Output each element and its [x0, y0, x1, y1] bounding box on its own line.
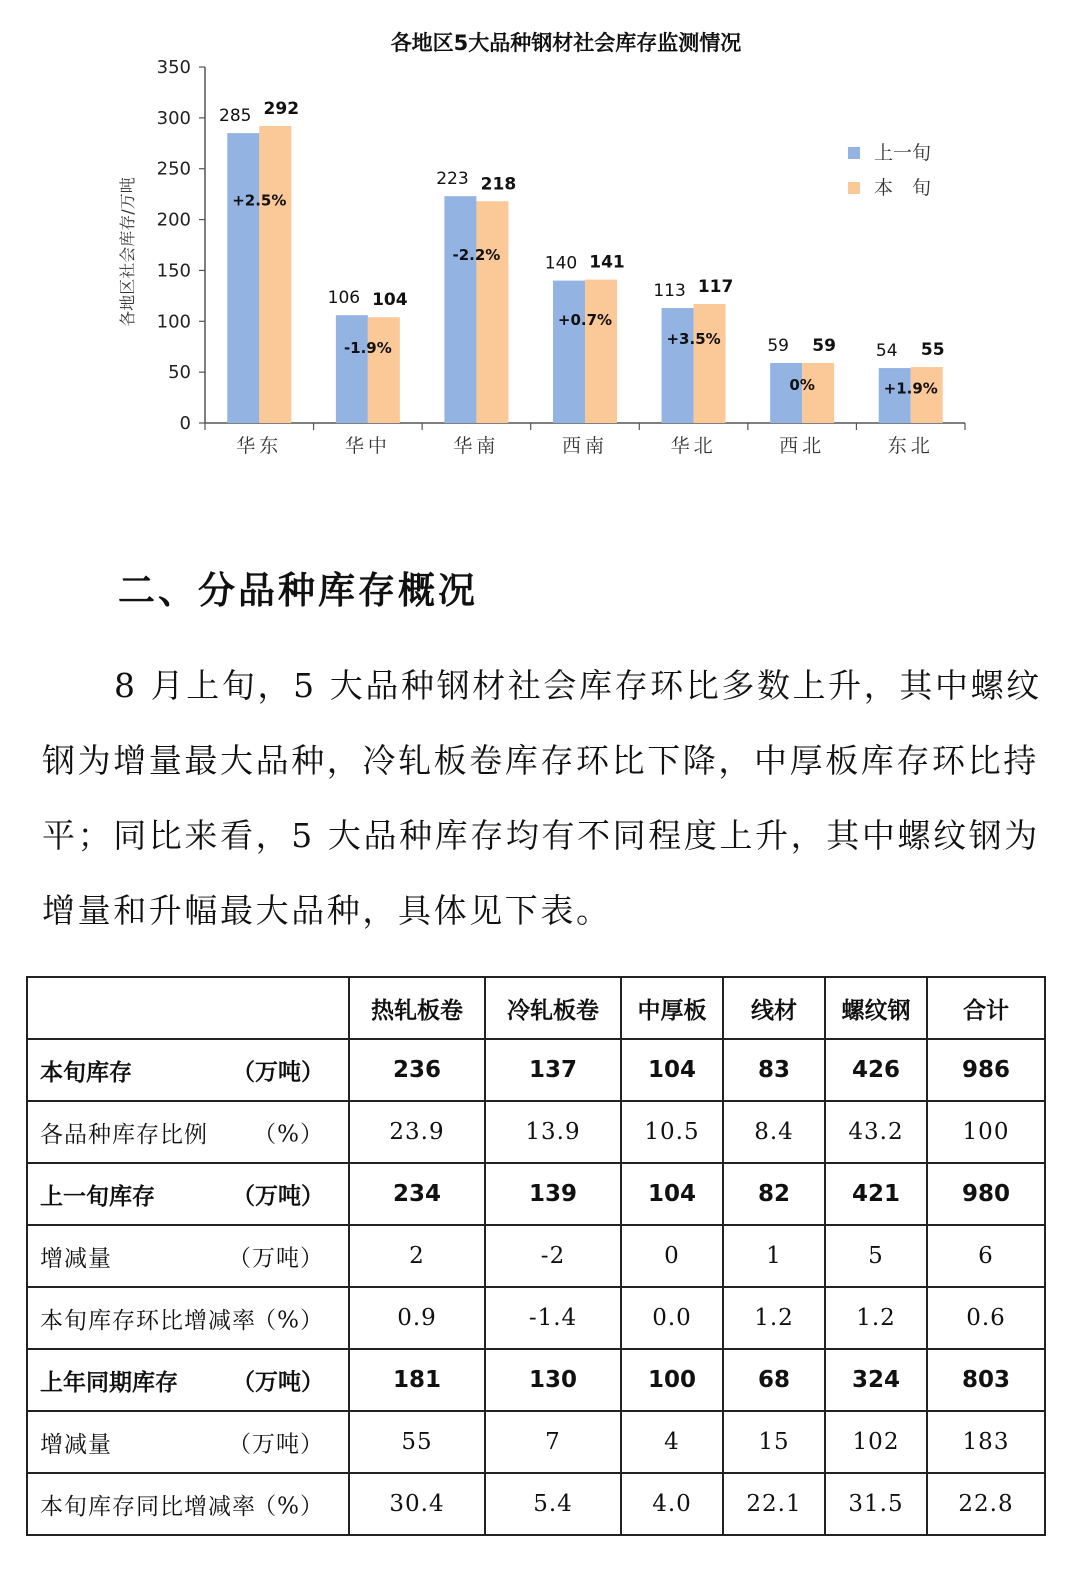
- table-cell: 130: [485, 1349, 621, 1411]
- regional-inventory-chart: [0, 0, 1080, 500]
- bar-current: [694, 304, 726, 423]
- bar-current: [368, 317, 400, 423]
- legend-label-current: 本 旬: [874, 177, 932, 199]
- table-row: [27, 1163, 1045, 1225]
- table-row: [27, 1225, 1045, 1287]
- row-unit: （万吨）: [232, 1058, 324, 1086]
- data-label: 141: [589, 252, 625, 273]
- legend-label-previous: 上一旬: [874, 142, 932, 164]
- table-cell: 1: [723, 1225, 825, 1287]
- table-header-cell: [27, 977, 349, 1039]
- bar-current: [585, 280, 617, 423]
- table-cell: 0: [621, 1225, 723, 1287]
- data-label: 285: [219, 106, 252, 127]
- table-cell: 324: [825, 1349, 927, 1411]
- table-cell: 100: [927, 1101, 1045, 1163]
- data-label: 104: [372, 290, 408, 311]
- table-cell: 31.5: [825, 1473, 927, 1535]
- change-label: +0.7%: [557, 311, 613, 330]
- data-label: 218: [480, 174, 517, 195]
- table-cell: 7: [485, 1411, 621, 1473]
- table-header-row: [27, 977, 1045, 1039]
- table-cell: -1.4: [485, 1287, 621, 1349]
- row-label-cell: [27, 1225, 349, 1287]
- table-cell: 421: [825, 1163, 927, 1225]
- table-cell: 137: [485, 1039, 621, 1101]
- y-axis-label: 各地区社会库存/万吨: [118, 177, 137, 327]
- legend-swatch-previous: [848, 147, 860, 159]
- y-tick-label: 300: [156, 107, 191, 129]
- table-cell: 183: [927, 1411, 1045, 1473]
- table-header-cell: 热轧板卷: [349, 977, 485, 1039]
- row-label: 本旬库存同比增减率: [40, 1493, 256, 1520]
- x-tick-label: 西南: [561, 435, 609, 457]
- table-body: [27, 1039, 1045, 1535]
- table-row: [27, 1101, 1045, 1163]
- table-cell: -2: [485, 1225, 621, 1287]
- data-label: 59: [767, 335, 789, 356]
- y-tick-label: 150: [156, 260, 191, 282]
- table-row: [27, 1411, 1045, 1473]
- change-label: +2.5%: [232, 191, 287, 210]
- data-label: 140: [544, 253, 578, 274]
- table-cell: 102: [825, 1411, 927, 1473]
- table-cell: 5.4: [485, 1473, 621, 1535]
- bar-current: [476, 201, 508, 423]
- x-tick-label: 华中: [344, 435, 391, 457]
- row-label: 上年同期库存: [40, 1368, 178, 1396]
- row-label: 本旬库存: [40, 1058, 132, 1086]
- x-tick-label: 华南: [453, 435, 500, 457]
- table-cell: 30.4: [349, 1473, 485, 1535]
- y-tick-label: 350: [156, 57, 191, 78]
- change-label: 0%: [789, 376, 815, 395]
- row-unit: （%）: [253, 1493, 324, 1520]
- chart-legend: [848, 142, 931, 199]
- y-tick-label: 200: [156, 209, 191, 231]
- row-label-cell: [27, 1101, 349, 1163]
- change-label: +3.5%: [666, 330, 721, 349]
- table-cell: 426: [825, 1039, 927, 1101]
- table-row: [27, 1287, 1045, 1349]
- bar-previous: [553, 281, 585, 423]
- row-label: 本旬库存环比增减率: [40, 1307, 256, 1334]
- change-label: -1.9%: [343, 338, 392, 357]
- row-unit: （万吨）: [228, 1431, 324, 1458]
- table-cell: 68: [723, 1349, 825, 1411]
- table-cell: 83: [723, 1039, 825, 1101]
- table-cell: 43.2: [825, 1101, 927, 1163]
- bar-previous: [227, 133, 259, 423]
- table-cell: 6: [927, 1225, 1045, 1287]
- row-label-cell: [27, 1287, 349, 1349]
- y-tick-label: 100: [156, 311, 191, 333]
- row-label: 上一旬库存: [40, 1182, 155, 1210]
- table-cell: 803: [927, 1349, 1045, 1411]
- row-label-cell: [27, 1473, 349, 1535]
- bar-current: [259, 126, 291, 423]
- summary-paragraph: 8 月上旬，5 大品种钢材社会库存环比多数上升，其中螺纹钢为增量最大品种，冷轧板卷库存环比下降，中厚板库存环比持平；同比来看，5 大品种库存均有不同程度上升，其中螺纹钢为增量和升幅最大品种，具体见下表。: [42, 666, 1042, 930]
- table-header-cell: 中厚板: [621, 977, 723, 1039]
- change-label: -2.2%: [452, 246, 501, 265]
- table-cell: 22.1: [723, 1473, 825, 1535]
- data-label: 113: [653, 281, 686, 302]
- table-cell: 0.0: [621, 1287, 723, 1349]
- table-cell: 10.5: [621, 1101, 723, 1163]
- table-cell: 139: [485, 1163, 621, 1225]
- data-label: 106: [327, 288, 361, 309]
- table-row: [27, 1039, 1045, 1101]
- chart-title: 各地区5大品种钢材社会库存监测情况: [390, 31, 742, 55]
- row-unit: （%）: [253, 1121, 324, 1148]
- table-header-cell: 螺纹钢: [825, 977, 927, 1039]
- table-cell: 100: [621, 1349, 723, 1411]
- data-label: 223: [436, 169, 469, 190]
- table-cell: 986: [927, 1039, 1045, 1101]
- data-label: 117: [697, 276, 734, 297]
- row-label-cell: [27, 1349, 349, 1411]
- table-cell: 55: [349, 1411, 485, 1473]
- table-cell: 104: [621, 1163, 723, 1225]
- table-header-cell: 冷轧板卷: [485, 977, 621, 1039]
- row-unit: （万吨）: [232, 1368, 324, 1396]
- inventory-table: [26, 976, 1046, 1536]
- table-row: [27, 1473, 1045, 1535]
- chart-plot-area: [157, 57, 965, 457]
- row-label-cell: [27, 1039, 349, 1101]
- table-cell: 82: [723, 1163, 825, 1225]
- table-cell: 980: [927, 1163, 1045, 1225]
- y-tick-label: 250: [156, 158, 191, 180]
- y-tick-label: 50: [168, 362, 191, 384]
- y-tick-label: 0: [179, 413, 191, 434]
- table-cell: 22.8: [927, 1473, 1045, 1535]
- x-tick-label: 东北: [887, 435, 934, 457]
- table-cell: 15: [723, 1411, 825, 1473]
- table-cell: 8.4: [723, 1101, 825, 1163]
- x-tick-label: 西北: [779, 435, 826, 457]
- section-heading: 二、分品种库存概况: [118, 568, 478, 612]
- table-cell: 234: [349, 1163, 485, 1225]
- change-label: +1.9%: [883, 379, 938, 398]
- data-label: 292: [263, 98, 300, 119]
- row-label-cell: [27, 1411, 349, 1473]
- legend-swatch-current: [848, 182, 860, 194]
- bar-previous: [444, 196, 476, 423]
- data-label: 59: [812, 335, 836, 356]
- data-label: 54: [875, 341, 898, 362]
- bar-previous: [662, 308, 694, 423]
- table-cell: 4.0: [621, 1473, 723, 1535]
- table-cell: 23.9: [349, 1101, 485, 1163]
- table-cell: 0.9: [349, 1287, 485, 1349]
- bar-previous: [336, 315, 368, 423]
- table-cell: 1.2: [825, 1287, 927, 1349]
- table-cell: 1.2: [723, 1287, 825, 1349]
- row-unit: （%）: [253, 1307, 324, 1334]
- data-label: 55: [920, 340, 945, 361]
- row-label: 各品种库存比例: [40, 1121, 208, 1148]
- table-cell: 13.9: [485, 1101, 621, 1163]
- x-tick-label: 华东: [236, 435, 283, 457]
- row-unit: （万吨）: [228, 1245, 324, 1272]
- row-label-cell: [27, 1163, 349, 1225]
- table-cell: 181: [349, 1349, 485, 1411]
- table-row: [27, 1349, 1045, 1411]
- table-header-cell: 线材: [723, 977, 825, 1039]
- table-cell: 4: [621, 1411, 723, 1473]
- table-cell: 236: [349, 1039, 485, 1101]
- row-label: 增减量: [40, 1431, 112, 1458]
- table-cell: 104: [621, 1039, 723, 1101]
- table-cell: 0.6: [927, 1287, 1045, 1349]
- row-unit: （万吨）: [232, 1182, 324, 1210]
- table-cell: 2: [349, 1225, 485, 1287]
- x-tick-label: 华北: [670, 435, 717, 457]
- row-label: 增减量: [40, 1245, 112, 1272]
- table-cell: 5: [825, 1225, 927, 1287]
- table-header-cell: 合计: [927, 977, 1045, 1039]
